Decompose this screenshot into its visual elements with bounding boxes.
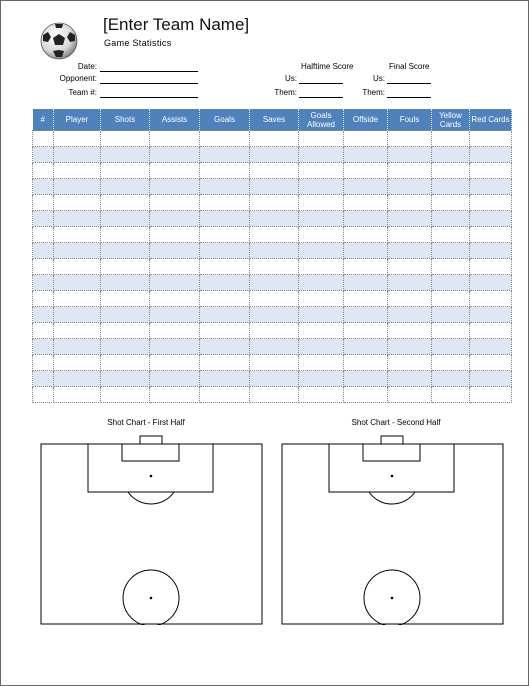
- table-cell[interactable]: [101, 227, 150, 243]
- table-cell[interactable]: [388, 307, 432, 323]
- halftime-us-label: Us:: [285, 74, 297, 83]
- table-cell[interactable]: [344, 195, 388, 211]
- table-cell[interactable]: [150, 211, 200, 227]
- table-cell[interactable]: [54, 211, 101, 227]
- table-cell[interactable]: [150, 339, 200, 355]
- table-row: [33, 147, 512, 163]
- table-cell[interactable]: [33, 195, 54, 211]
- table-cell[interactable]: [470, 195, 512, 211]
- table-cell[interactable]: [344, 227, 388, 243]
- table-cell[interactable]: [250, 243, 299, 259]
- table-cell[interactable]: [150, 387, 200, 403]
- final-them-label: Them:: [362, 88, 385, 97]
- table-cell[interactable]: [101, 131, 150, 147]
- table-cell[interactable]: [54, 323, 101, 339]
- table-cell[interactable]: [101, 371, 150, 387]
- table-row: [33, 371, 512, 387]
- table-cell[interactable]: [432, 147, 470, 163]
- final-us-label: Us:: [373, 74, 385, 83]
- table-cell[interactable]: [33, 243, 54, 259]
- table-cell[interactable]: [101, 275, 150, 291]
- table-cell[interactable]: [33, 371, 54, 387]
- table-row: [33, 195, 512, 211]
- column-header: Yellow Cards: [432, 109, 470, 131]
- table-row: [33, 179, 512, 195]
- column-header: Goals: [200, 109, 250, 131]
- table-cell[interactable]: [344, 371, 388, 387]
- table-cell[interactable]: [344, 355, 388, 371]
- table-cell[interactable]: [432, 339, 470, 355]
- table-cell[interactable]: [299, 211, 344, 227]
- statistics-table: [32, 109, 512, 403]
- table-cell[interactable]: [33, 291, 54, 307]
- table-cell[interactable]: [432, 323, 470, 339]
- table-cell[interactable]: [250, 195, 299, 211]
- table-cell[interactable]: [101, 355, 150, 371]
- table-cell[interactable]: [200, 323, 250, 339]
- table-cell[interactable]: [200, 211, 250, 227]
- table-cell[interactable]: [150, 371, 200, 387]
- table-cell[interactable]: [150, 131, 200, 147]
- table-cell[interactable]: [388, 163, 432, 179]
- table-cell[interactable]: [388, 355, 432, 371]
- table-cell[interactable]: [200, 163, 250, 179]
- table-cell[interactable]: [200, 131, 250, 147]
- table-cell[interactable]: [432, 275, 470, 291]
- table-cell[interactable]: [33, 387, 54, 403]
- table-cell[interactable]: [299, 227, 344, 243]
- table-cell[interactable]: [250, 291, 299, 307]
- table-cell[interactable]: [101, 259, 150, 275]
- table-cell[interactable]: [299, 371, 344, 387]
- column-header: Fouls: [388, 109, 432, 131]
- opponent-label: Opponent:: [59, 74, 97, 83]
- table-row: [33, 163, 512, 179]
- table-cell[interactable]: [150, 291, 200, 307]
- column-header: #: [33, 109, 54, 131]
- table-cell[interactable]: [388, 195, 432, 211]
- table-cell[interactable]: [33, 131, 54, 147]
- table-cell[interactable]: [344, 259, 388, 275]
- table-cell[interactable]: [388, 371, 432, 387]
- table-cell[interactable]: [250, 147, 299, 163]
- table-cell[interactable]: [54, 371, 101, 387]
- table-cell[interactable]: [250, 339, 299, 355]
- table-cell[interactable]: [250, 323, 299, 339]
- table-cell[interactable]: [432, 163, 470, 179]
- column-header: Assists: [150, 109, 200, 131]
- table-cell[interactable]: [432, 195, 470, 211]
- table-cell[interactable]: [470, 227, 512, 243]
- table-row: [33, 307, 512, 323]
- table-cell[interactable]: [150, 355, 200, 371]
- table-cell[interactable]: [344, 243, 388, 259]
- column-header: Offside: [344, 109, 388, 131]
- table-cell[interactable]: [200, 387, 250, 403]
- table-cell[interactable]: [299, 147, 344, 163]
- table-cell[interactable]: [54, 275, 101, 291]
- table-cell[interactable]: [250, 259, 299, 275]
- table-cell[interactable]: [344, 339, 388, 355]
- table-cell[interactable]: [432, 259, 470, 275]
- table-cell[interactable]: [150, 195, 200, 211]
- table-cell[interactable]: [470, 243, 512, 259]
- table-cell[interactable]: [33, 147, 54, 163]
- date-field[interactable]: [100, 71, 198, 72]
- table-cell[interactable]: [388, 227, 432, 243]
- column-header: Red Cards: [470, 109, 512, 131]
- table-cell[interactable]: [200, 339, 250, 355]
- table-cell[interactable]: [54, 259, 101, 275]
- table-cell[interactable]: [200, 195, 250, 211]
- table-cell[interactable]: [344, 307, 388, 323]
- table-cell[interactable]: [54, 387, 101, 403]
- table-cell[interactable]: [250, 387, 299, 403]
- table-cell[interactable]: [33, 307, 54, 323]
- table-cell[interactable]: [470, 147, 512, 163]
- table-cell[interactable]: [470, 163, 512, 179]
- table-cell[interactable]: [388, 339, 432, 355]
- table-cell[interactable]: [200, 275, 250, 291]
- team-number-label: Team #:: [68, 88, 97, 97]
- table-cell[interactable]: [54, 355, 101, 371]
- table-cell[interactable]: [54, 339, 101, 355]
- table-cell[interactable]: [33, 259, 54, 275]
- table-cell[interactable]: [33, 323, 54, 339]
- table-cell[interactable]: [388, 179, 432, 195]
- table-cell[interactable]: [150, 307, 200, 323]
- team-number-field[interactable]: [100, 97, 198, 98]
- table-cell[interactable]: [388, 243, 432, 259]
- table-cell[interactable]: [200, 355, 250, 371]
- table-cell[interactable]: [54, 195, 101, 211]
- table-cell[interactable]: [150, 147, 200, 163]
- table-cell[interactable]: [250, 275, 299, 291]
- table-cell[interactable]: [299, 387, 344, 403]
- table-cell[interactable]: [470, 339, 512, 355]
- table-cell[interactable]: [150, 243, 200, 259]
- table-cell[interactable]: [200, 147, 250, 163]
- table-cell[interactable]: [54, 227, 101, 243]
- column-header: Player: [54, 109, 101, 131]
- table-cell[interactable]: [150, 323, 200, 339]
- table-cell[interactable]: [200, 179, 250, 195]
- table-cell[interactable]: [299, 323, 344, 339]
- table-cell[interactable]: [200, 291, 250, 307]
- table-cell[interactable]: [54, 307, 101, 323]
- table-cell[interactable]: [101, 339, 150, 355]
- table-row: [33, 131, 512, 147]
- table-cell[interactable]: [250, 179, 299, 195]
- table-cell[interactable]: [388, 387, 432, 403]
- table-cell[interactable]: [250, 355, 299, 371]
- table-cell[interactable]: [344, 275, 388, 291]
- column-header: Goals Allowed: [299, 109, 344, 131]
- table-cell[interactable]: [150, 179, 200, 195]
- table-cell[interactable]: [299, 163, 344, 179]
- table-cell[interactable]: [344, 179, 388, 195]
- table-cell[interactable]: [470, 131, 512, 147]
- final-score-title: Final Score: [389, 62, 430, 71]
- team-name[interactable]: [Enter Team Name]: [103, 15, 250, 34]
- table-row: [33, 387, 512, 403]
- table-cell[interactable]: [432, 131, 470, 147]
- table-cell[interactable]: [250, 163, 299, 179]
- table-cell[interactable]: [33, 275, 54, 291]
- table-cell[interactable]: [388, 147, 432, 163]
- table-cell[interactable]: [432, 243, 470, 259]
- table-row: [33, 227, 512, 243]
- table-cell[interactable]: [470, 275, 512, 291]
- table-cell[interactable]: [432, 179, 470, 195]
- table-cell[interactable]: [470, 355, 512, 371]
- date-label: Date:: [77, 62, 97, 71]
- page-subtitle: Game Statistics: [104, 38, 172, 48]
- table-cell[interactable]: [101, 163, 150, 179]
- table-cell[interactable]: [200, 307, 250, 323]
- table-cell[interactable]: [33, 355, 54, 371]
- table-cell[interactable]: [299, 195, 344, 211]
- table-cell[interactable]: [101, 211, 150, 227]
- table-cell[interactable]: [344, 291, 388, 307]
- shot-chart-first-half[interactable]: [40, 435, 264, 625]
- table-cell[interactable]: [33, 163, 54, 179]
- table-cell[interactable]: [470, 211, 512, 227]
- table-row: [33, 291, 512, 307]
- table-cell[interactable]: [250, 307, 299, 323]
- table-cell[interactable]: [388, 131, 432, 147]
- column-header: Shots: [101, 109, 150, 131]
- opponent-field[interactable]: [100, 83, 198, 84]
- table-cell[interactable]: [432, 355, 470, 371]
- table-cell[interactable]: [432, 307, 470, 323]
- table-cell[interactable]: [470, 259, 512, 275]
- table-cell[interactable]: [33, 211, 54, 227]
- table-body: [33, 131, 512, 403]
- table-row: [33, 323, 512, 339]
- table-row: [33, 243, 512, 259]
- table-cell[interactable]: [388, 291, 432, 307]
- table-cell[interactable]: [344, 163, 388, 179]
- table-cell[interactable]: [54, 147, 101, 163]
- final-them-field[interactable]: [387, 97, 431, 98]
- table-cell[interactable]: [344, 147, 388, 163]
- table-cell[interactable]: [432, 387, 470, 403]
- table-cell[interactable]: [470, 387, 512, 403]
- table-cell[interactable]: [432, 211, 470, 227]
- table-cell[interactable]: [200, 227, 250, 243]
- table-cell[interactable]: [54, 131, 101, 147]
- halftime-them-field[interactable]: [299, 97, 343, 98]
- table-cell[interactable]: [101, 195, 150, 211]
- table-cell[interactable]: [299, 339, 344, 355]
- table-cell[interactable]: [101, 147, 150, 163]
- table-cell[interactable]: [470, 179, 512, 195]
- table-cell[interactable]: [150, 163, 200, 179]
- halftime-them-label: Them:: [274, 88, 297, 97]
- table-cell[interactable]: [150, 259, 200, 275]
- table-row: [33, 211, 512, 227]
- table-cell[interactable]: [388, 211, 432, 227]
- table-cell[interactable]: [344, 323, 388, 339]
- table-cell[interactable]: [200, 371, 250, 387]
- table-cell[interactable]: [299, 355, 344, 371]
- shot-chart-second-half-title: Shot Chart - Second Half: [351, 418, 441, 427]
- table-cell[interactable]: [299, 131, 344, 147]
- table-cell[interactable]: [470, 323, 512, 339]
- table-cell[interactable]: [33, 179, 54, 195]
- soccer-ball-icon: [39, 21, 79, 61]
- table-cell[interactable]: [101, 243, 150, 259]
- column-header: Saves: [250, 109, 299, 131]
- table-cell[interactable]: [299, 275, 344, 291]
- table-row: [33, 275, 512, 291]
- table-cell[interactable]: [388, 275, 432, 291]
- table-cell[interactable]: [54, 179, 101, 195]
- table-cell[interactable]: [33, 227, 54, 243]
- table-cell[interactable]: [388, 259, 432, 275]
- table-cell[interactable]: [432, 291, 470, 307]
- table-cell[interactable]: [344, 131, 388, 147]
- table-cell[interactable]: [299, 291, 344, 307]
- halftime-us-field[interactable]: [299, 83, 343, 84]
- table-cell[interactable]: [150, 275, 200, 291]
- table-cell[interactable]: [150, 227, 200, 243]
- table-cell[interactable]: [250, 227, 299, 243]
- table-cell[interactable]: [54, 163, 101, 179]
- table-cell[interactable]: [101, 323, 150, 339]
- table-cell[interactable]: [344, 387, 388, 403]
- table-cell[interactable]: [101, 179, 150, 195]
- table-cell[interactable]: [33, 339, 54, 355]
- table-cell[interactable]: [250, 371, 299, 387]
- halftime-score-title: Halftime Score: [301, 62, 354, 71]
- table-cell[interactable]: [250, 131, 299, 147]
- table-cell[interactable]: [54, 243, 101, 259]
- table-cell[interactable]: [200, 259, 250, 275]
- table-cell[interactable]: [388, 323, 432, 339]
- table-row: [33, 259, 512, 275]
- table-cell[interactable]: [470, 307, 512, 323]
- table-cell[interactable]: [432, 371, 470, 387]
- table-cell[interactable]: [299, 259, 344, 275]
- table-cell[interactable]: [101, 387, 150, 403]
- table-cell[interactable]: [470, 291, 512, 307]
- table-cell[interactable]: [200, 243, 250, 259]
- table-cell[interactable]: [344, 211, 388, 227]
- table-cell[interactable]: [432, 227, 470, 243]
- table-cell[interactable]: [470, 371, 512, 387]
- final-us-field[interactable]: [387, 83, 431, 84]
- table-cell[interactable]: [299, 307, 344, 323]
- table-cell[interactable]: [299, 179, 344, 195]
- table-cell[interactable]: [101, 307, 150, 323]
- table-header-row: [33, 109, 512, 131]
- shot-chart-second-half[interactable]: [281, 435, 505, 625]
- table-cell[interactable]: [101, 291, 150, 307]
- table-row: [33, 355, 512, 371]
- table-row: [33, 339, 512, 355]
- table-cell[interactable]: [299, 243, 344, 259]
- table-cell[interactable]: [250, 211, 299, 227]
- table-cell[interactable]: [54, 291, 101, 307]
- shot-chart-first-half-title: Shot Chart - First Half: [107, 418, 185, 427]
